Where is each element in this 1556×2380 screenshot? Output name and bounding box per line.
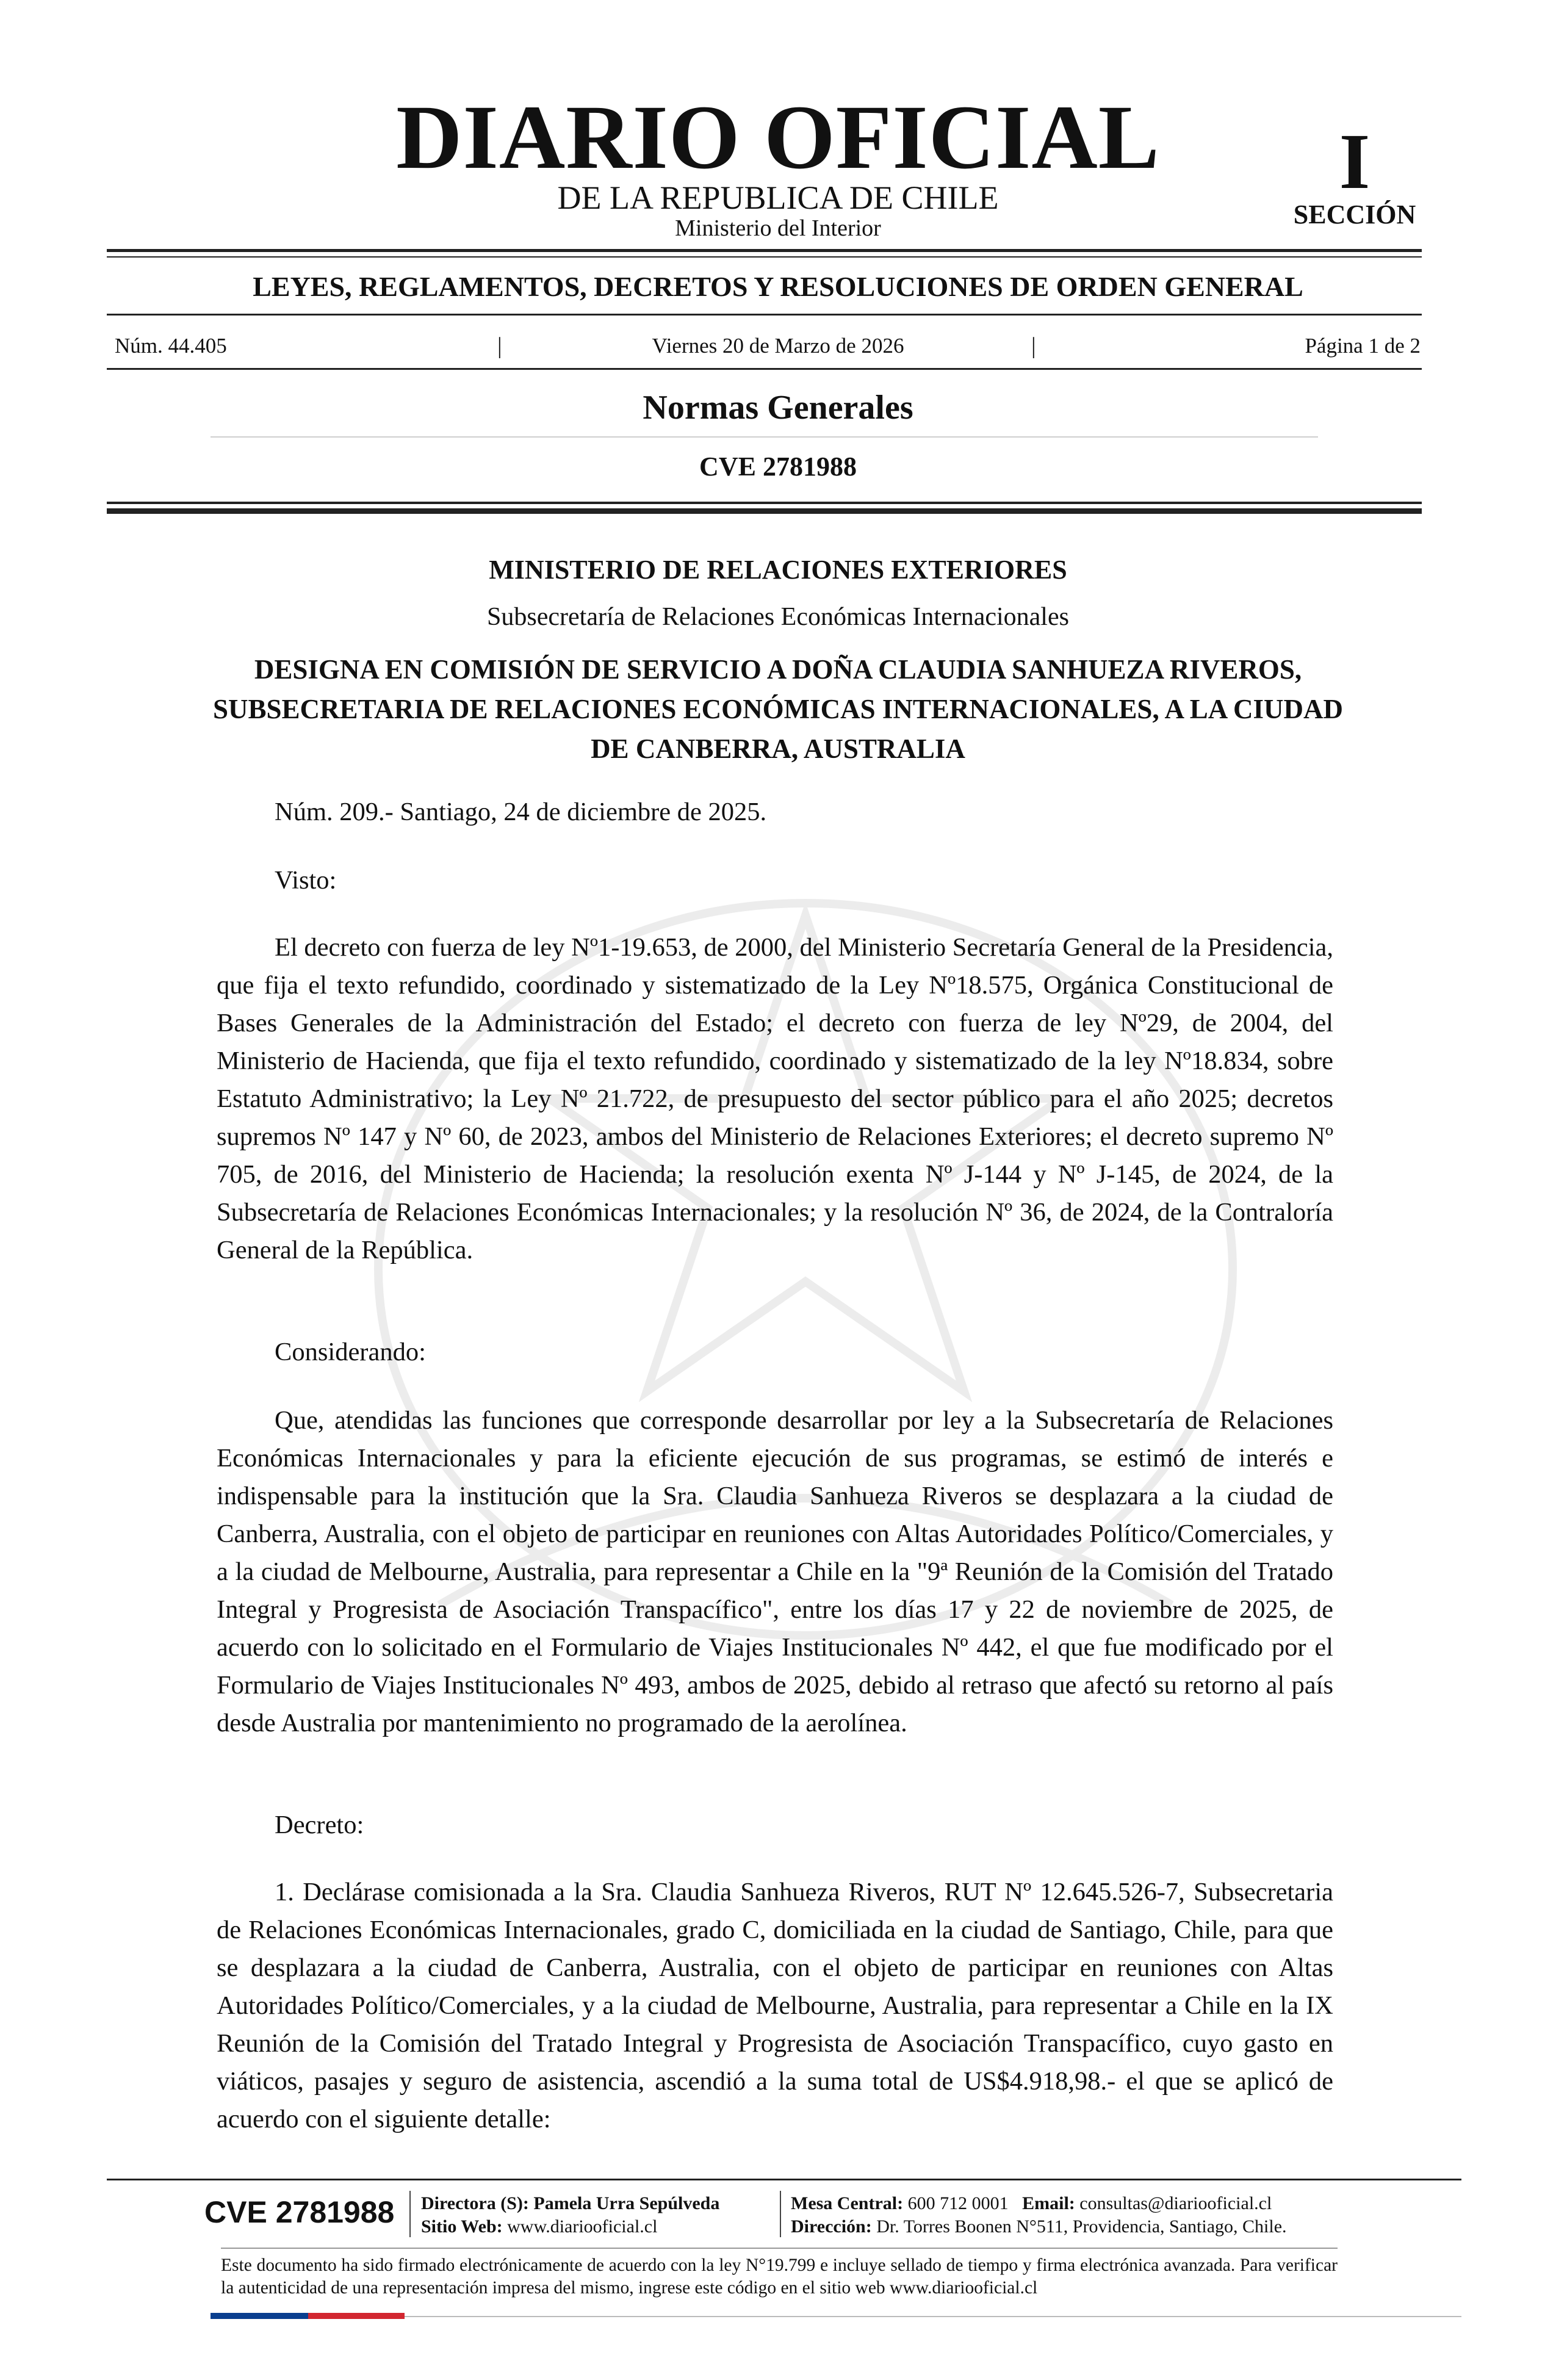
visto-paragraph: El decreto con fuerza de ley Nº1-19.653, de 2000, del Ministerio Secretaría General de la Presidencia, que fija el texto refundido, coordinado y sistematizado de la Ley Nº18.575, Orgánica Constitucional de Bases Generales de la Administración del Estado; el decreto con fuerza de ley Nº29, de 2004, del Ministerio de Hacienda, que fija el texto refundido, coordinado y sistematizado de la ley Nº18.834, sobre Estatuto Administrativo; la Ley Nº 21.722, de presupuesto del sector público para el año 2025; decretos supremos Nº 147 y Nº 60, de 2023, ambos del Ministerio de Relaciones Exteriores; el decreto supremo Nº 705, de 2016, del Ministerio de Hacienda; la resolución exenta Nº J-144 y Nº J-145, de 2024, de la Subsecretaría de Relaciones Económicas Internacionales; y la resolución Nº 36, de 2024, de la Contraloría General de la República.: [217, 933, 1333, 1264]
central-phone: 600 712 0001: [907, 2193, 1009, 2213]
cve-rule-thick: [107, 508, 1422, 514]
footer-contact-left: [421, 2192, 719, 2238]
visto-label: Visto:: [275, 866, 337, 895]
considerando-paragraph: Que, atendidas las funciones que corresponde desarrollar por ley a la Subsecretaría de Relaciones Económicas Internacionales y para la eficiente ejecución de sus programas, se estimó de interés e indispensable para la institución que la Sra. Claudia Sanhueza Riveros se desplazara a la ciudad de Canberra, Australia, con el objeto de participar en reuniones con Altas Autoridades Político/Comerciales, y a la ciudad de Melbourne, Australia, para representar a Chile en la "9ª Reunión de la Comisión del Tratado Integral y Progresista de Asociación Transpacífico", entre los días 17 y 22 de noviembre de 2025, de acuerdo con lo solicitado en el Formulario de Viajes Institucionales Nº 442, el que fue modificado por el Formulario de Viajes Institucionales Nº 493, ambos de 2025, debido al retraso que afectó su retorno al país desde Australia por mantenimiento no programado de la aerolínea.: [217, 1406, 1333, 1737]
issue-number: Núm. 44.405: [115, 334, 227, 358]
section-label: SECCIÓN: [1293, 200, 1416, 229]
director-name: Pamela Urra Sepúlveda: [533, 2193, 720, 2213]
info-separator: |: [497, 333, 502, 359]
central-label: Mesa Central:: [791, 2193, 904, 2213]
section-heading: Normas Generales: [643, 389, 913, 427]
decreto-label: Decreto:: [275, 1811, 364, 1839]
section-numeral: I: [1339, 118, 1371, 206]
footer-contact-right: [791, 2192, 1287, 2238]
website-link[interactable]: www.diariooficial.cl: [507, 2216, 658, 2237]
director-label: Directora (S):: [421, 2193, 529, 2213]
flag-stripe-blue: [211, 2313, 308, 2319]
category-heading: LEYES, REGLAMENTOS, DECRETOS Y RESOLUCIONES DE ORDEN GENERAL: [253, 271, 1303, 302]
masthead-rule-thin: [107, 256, 1422, 258]
footer-divider: [409, 2191, 411, 2237]
website-label: Sitio Web:: [421, 2216, 503, 2237]
issue-date: Viernes 20 de Marzo de 2026: [652, 334, 904, 358]
address-value: Dr. Torres Boonen N°511, Providencia, Santiago, Chile.: [876, 2216, 1287, 2237]
masthead-rule: [107, 249, 1422, 252]
considerando-label: Considerando:: [275, 1338, 426, 1366]
decree-number-line: Núm. 209.- Santiago, 24 de diciembre de 2025.: [275, 798, 767, 826]
footer-bottom-rule: [405, 2316, 1461, 2317]
info-separator: |: [1031, 333, 1036, 359]
issuing-ministry: MINISTERIO DE RELACIONES EXTERIORES: [489, 555, 1067, 585]
address-label: Dirección:: [791, 2216, 872, 2237]
footer-legal-rule: [221, 2248, 1338, 2249]
decree-title: DESIGNA EN COMISIÓN DE SERVICIO A DOÑA CLAUDIA SANHUEZA RIVEROS, SUBSECRETARIA DE RELACIONES ECONÓMICAS INTERNACIONALES, A LA CIUDAD DE CANBERRA, AUSTRALIA: [212, 654, 1344, 764]
category-rule: [107, 314, 1422, 316]
newspaper-ministry: Ministerio del Interior: [675, 215, 881, 241]
flag-stripe-red: [308, 2313, 405, 2319]
footer-divider: [780, 2191, 781, 2237]
issuing-subsecretaria: Subsecretaría de Relaciones Económicas Internacionales: [487, 603, 1069, 631]
cve-rule: [107, 502, 1422, 504]
email-label: Email:: [1022, 2193, 1075, 2213]
info-rule: [107, 368, 1422, 370]
newspaper-subtitle: DE LA REPUBLICA DE CHILE: [557, 179, 999, 216]
page-indicator: Página 1 de 2: [1305, 334, 1421, 358]
decreto-paragraph: 1. Declárase comisionada a la Sra. Claudia Sanhueza Riveros, RUT Nº 12.645.526-7, Subsecretaria de Relaciones Económicas Internacionales, grado C, domiciliada en la ciudad de Santiago, Chile, para que se desplazara a la ciudad de Canberra, Australia, con el objeto de participar en reuniones con Altas Autoridades Político/Comerciales, y a la ciudad de Melbourne, Australia, para representar a Chile en la IX Reunión de la Comisión del Tratado Integral y Progresista de Asociación Transpacífico, cuyo gasto en viáticos, pasajes y seguro de asistencia, ascendió a la suma total de US$4.918,98.- el que se aplicó de acuerdo con el siguiente detalle:: [217, 1878, 1333, 2133]
email-link[interactable]: consultas@diariooficial.cl: [1079, 2193, 1272, 2213]
footer-legal-notice: Este documento ha sido firmado electrónicamente de acuerdo con la ley N°19.799 e incluye sellado de tiempo y firma electrónica avanzada. Para verificar la autenticidad de una representación impresa del mismo, ingrese este código en el sitio web www.diariooficial.cl: [221, 2256, 1338, 2298]
footer-rule: [107, 2179, 1461, 2180]
footer-cve-code: CVE 2781988: [204, 2195, 395, 2229]
cve-code: CVE 2781988: [699, 452, 857, 481]
newspaper-title: DIARIO OFICIAL: [396, 87, 1160, 188]
section-heading-rule: [211, 436, 1318, 438]
